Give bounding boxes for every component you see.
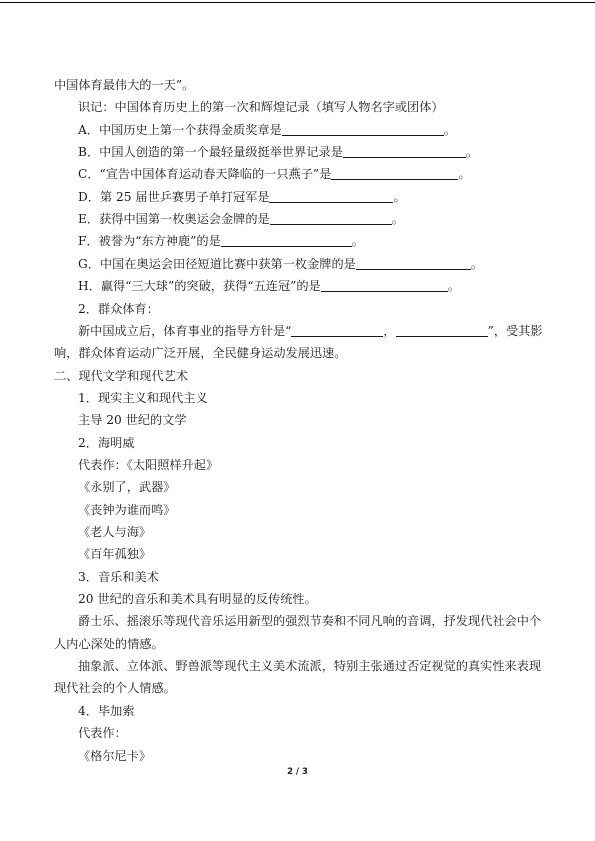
fill-in-blank[interactable] [331,165,458,180]
page-number: 2 / 3 [287,767,308,777]
text-segment: 识记：中国体育历史上的第一次和辉煌记录（填写人物名字或团体） [78,100,444,115]
fill-in-blank[interactable] [282,121,444,136]
text-line [78,454,218,476]
text-line [78,298,159,320]
text-line [78,499,176,521]
text-line [78,186,406,208]
fill-in-blank[interactable] [396,322,488,337]
text-line [78,543,151,565]
text-line [78,409,187,431]
text-segment: 。 [351,234,364,249]
text-segment: 1．现实主义和现代主义 [78,390,208,405]
text-line [78,566,159,588]
text-line [54,633,164,655]
text-segment: A．中国历史上第一个获得金质奖章是 [78,122,282,137]
text-line [54,365,188,387]
text-line [78,432,135,454]
text-segment: 人内心深处的情感。 [54,636,164,651]
text-segment: 二、现代文学和现代艺术 [54,368,189,383]
text-segment: 。 [391,212,404,227]
text-line [78,745,151,767]
text-line [78,320,543,342]
text-segment: 。 [393,189,406,204]
text-segment: 《永别了，武器》 [78,480,176,495]
text-segment: 《百年孤独》 [78,547,152,562]
text-segment: 4．毕加索 [78,703,135,718]
text-line [54,342,347,364]
fill-in-blank[interactable] [269,188,393,203]
fill-in-blank[interactable] [356,255,471,270]
text-segment: 《格尔尼卡》 [78,748,152,763]
text-line [54,677,176,699]
fill-in-blank[interactable] [343,143,466,158]
text-segment: ， [383,323,396,338]
text-line [78,163,471,185]
text-segment: 现代社会的个人情感。 [54,681,176,696]
text-segment: 。 [458,167,471,182]
text-segment: 2．海明威 [78,435,135,450]
text-segment: 。 [443,122,456,137]
text-segment: 代表作： [78,726,127,741]
text-line [78,119,456,141]
text-segment: 响，群众体育运动广泛开展，全民健身运动发展迅速。 [54,346,347,361]
text-line [78,141,478,163]
text-segment: 。 [470,256,484,271]
text-segment: 抽象派、立体派、野兽派等现代主义美术流派，特别主张通过否定视觉的真实性来表现 [78,659,542,674]
text-line [78,275,460,297]
text-line [78,655,541,677]
text-line [78,208,404,230]
text-segment: H．赢得“三大球”的突破，获得“五连冠”的是 [78,279,321,294]
text-line [78,610,541,632]
text-line [78,387,208,409]
text-segment: 爵士乐、摇滚乐等现代音乐运用新型的强烈节奏和不同凡响的音调，抒发现代社会中个 [78,614,542,629]
text-line [78,230,364,252]
text-segment: 主导 20 世纪的文学 [78,413,187,428]
text-segment: G．中国在奥运会田径短道比赛中获第一枚金牌的是 [78,256,356,271]
text-segment: E．获得中国第一枚奥运会金牌的是 [78,212,270,227]
text-line [78,96,444,118]
text-segment: 新中国成立后，体育事业的指导方针是“ [78,323,292,338]
text-line [78,521,151,543]
text-segment: 20 世纪的音乐和美术具有明显的反传统性。 [78,592,317,607]
text-segment: 。 [465,145,479,160]
fill-in-blank[interactable] [270,210,392,225]
fill-in-blank[interactable] [291,322,383,337]
text-line [78,476,176,498]
text-segment: D．第 25 届世乒赛男子单打冠军是 [78,189,270,204]
fill-in-blank[interactable] [321,277,448,292]
fill-in-blank[interactable] [221,232,352,247]
text-line [78,722,127,744]
text-segment: 3．音乐和美术 [78,569,159,584]
text-segment: C．“宣告中国体育运动春天降临的一只燕子”是 [78,167,332,182]
text-line [78,700,135,722]
text-segment: B．中国人创造的第一个最轻量级挺举世界记录是 [78,145,343,160]
text-segment: ”，受其影 [487,323,543,338]
text-segment: 2．群众体育： [78,301,159,316]
text-segment: 代表作：《太阳照样升起》 [78,457,219,472]
text-segment: 。 [447,279,460,294]
text-segment: F．被誉为“东方神鹿”的是 [78,234,221,249]
text-line [78,588,317,610]
text-segment: 《老人与海》 [78,525,152,539]
text-segment: 中国体育最伟大的一天”。 [54,78,195,92]
text-line [54,74,194,96]
text-line [78,253,483,275]
text-segment: 《丧钟为谁而鸣》 [78,502,176,517]
header-rule [0,2,595,3]
